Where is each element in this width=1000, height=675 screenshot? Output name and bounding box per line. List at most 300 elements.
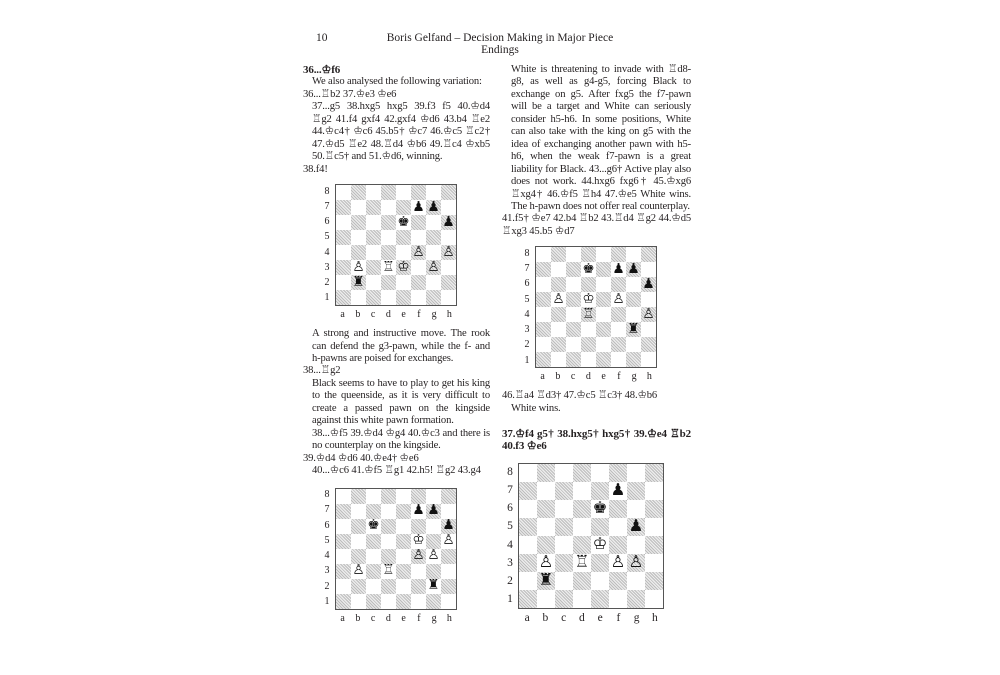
square-f3 xyxy=(611,322,626,337)
square-g8 xyxy=(426,185,441,200)
square-c7 xyxy=(366,504,381,519)
rank-label: 3 xyxy=(324,565,330,577)
square-h4 xyxy=(441,245,456,260)
rank-label: 2 xyxy=(507,575,513,588)
square-b2 xyxy=(351,579,366,594)
left-column xyxy=(303,64,490,626)
square-g2 xyxy=(426,579,441,594)
square-d4 xyxy=(573,536,591,554)
square-e8 xyxy=(591,464,609,482)
square-f4 xyxy=(609,536,627,554)
square-a5 xyxy=(519,518,537,536)
square-b3 xyxy=(351,564,366,579)
square-h7 xyxy=(441,504,456,519)
chess-piece-icon: ♚ xyxy=(397,215,410,230)
square-g3 xyxy=(426,260,441,275)
square-f3 xyxy=(411,564,426,579)
chess-piece-icon: ♜ xyxy=(352,275,365,290)
square-g6 xyxy=(626,277,641,292)
rank-label: 1 xyxy=(524,354,530,366)
square-b4 xyxy=(351,245,366,260)
square-h2 xyxy=(441,275,456,290)
text-paragraph: 37...g5 38.hxg5 hxg5 39.f3 f5 40.♔d4 ♖g2 41.f4 gxf4 42.gxf4 ♔d6 43.b4 ♖e2 44.♔c4† ♔c6 45.b5† ♔c7 46.♔c5 ♖c2† 47.♔d5 ♖e2 48.♖d4 ♔b6 49.♖c4 ♔xb5 50.♖c5† and 51.♔d6, winning. xyxy=(312,101,490,163)
square-h5 xyxy=(441,534,456,549)
square-g4 xyxy=(627,536,645,554)
square-h1 xyxy=(641,352,656,367)
square-f4 xyxy=(611,307,626,322)
text-paragraph: White is threatening to invade with ♖d8-g8, as well as g4-g5, forcing Black to exchange on g5. After fxg5 the f7-pawn will be a target and White can seriously consider h5-h6. In some positions, White can also take with the king on g5 with the idea of exchanging another pawn with h5-h6, when the weak f7-pawn is a great liability for Black. 43...g6† Active play also does not work. 44.hxg6 fxg6† 45.♔xg6 ♖xg4† 46.♔f5 ♖h4 47.♔e5 White wins. The h-pawn does not offer real counterplay. xyxy=(511,64,691,212)
square-d2 xyxy=(581,337,596,352)
text-paragraph: 41.f5† ♔e7 42.b4 ♖b2 43.♖d4 ♖g2 44.♔d5 ♖xg3 45.b5 ♔d7 xyxy=(502,213,691,237)
square-f8 xyxy=(411,489,426,504)
square-h3 xyxy=(441,260,456,275)
square-a1 xyxy=(336,594,351,609)
square-c7 xyxy=(566,262,581,277)
square-h7 xyxy=(641,262,656,277)
chess-piece-icon: ♙ xyxy=(642,307,655,322)
square-g4 xyxy=(426,245,441,260)
chess-piece-icon: ♟ xyxy=(427,200,440,215)
square-a5 xyxy=(336,230,351,245)
square-c3 xyxy=(366,564,381,579)
square-g6 xyxy=(426,215,441,230)
file-label: d xyxy=(385,309,391,321)
rank-label: 7 xyxy=(324,200,330,212)
chess-piece-icon: ♙ xyxy=(612,292,625,307)
square-e2 xyxy=(591,572,609,590)
chess-piece-icon: ♟ xyxy=(412,200,425,215)
square-e3 xyxy=(596,322,611,337)
square-b1 xyxy=(351,290,366,305)
square-h7 xyxy=(645,482,663,500)
rank-label: 5 xyxy=(507,520,513,533)
file-label: e xyxy=(601,371,606,383)
square-h8 xyxy=(645,464,663,482)
square-e2 xyxy=(596,337,611,352)
square-d8 xyxy=(381,185,396,200)
square-h3 xyxy=(441,564,456,579)
square-a4 xyxy=(336,549,351,564)
square-f1 xyxy=(611,352,626,367)
square-b5 xyxy=(351,230,366,245)
file-label: d xyxy=(385,612,391,624)
square-c1 xyxy=(366,594,381,609)
square-d6 xyxy=(381,215,396,230)
chess-diagram-4 xyxy=(502,463,664,625)
square-f6 xyxy=(609,500,627,518)
chess-piece-icon: ♚ xyxy=(592,499,608,518)
square-d7 xyxy=(381,200,396,215)
file-label: f xyxy=(417,309,421,321)
square-h2 xyxy=(645,572,663,590)
square-g4 xyxy=(426,549,441,564)
rank-label: 6 xyxy=(507,502,513,515)
square-a7 xyxy=(336,504,351,519)
square-e7 xyxy=(596,262,611,277)
square-c5 xyxy=(566,292,581,307)
square-h5 xyxy=(641,292,656,307)
square-e1 xyxy=(396,594,411,609)
square-a3 xyxy=(336,260,351,275)
square-d2 xyxy=(573,572,591,590)
move-heading: 37.♔f4 g5† 38.hxg5† hxg5† 39.♔e4 ♖b2 40.f3 ♔e6 xyxy=(502,427,691,453)
file-label: a xyxy=(540,371,545,383)
square-e4 xyxy=(591,536,609,554)
square-d5 xyxy=(573,518,591,536)
square-e1 xyxy=(591,590,609,608)
square-b3 xyxy=(537,554,555,572)
square-g1 xyxy=(426,290,441,305)
file-label: f xyxy=(417,612,421,624)
square-g3 xyxy=(626,322,641,337)
board-grid xyxy=(335,184,457,306)
square-h4 xyxy=(641,307,656,322)
square-g5 xyxy=(627,518,645,536)
square-b6 xyxy=(537,500,555,518)
square-e7 xyxy=(396,504,411,519)
square-g6 xyxy=(627,500,645,518)
rank-label: 2 xyxy=(324,277,330,289)
square-f7 xyxy=(411,504,426,519)
square-a8 xyxy=(519,464,537,482)
chess-piece-icon: ♖ xyxy=(574,553,590,572)
square-a2 xyxy=(536,337,551,352)
square-f1 xyxy=(411,290,426,305)
square-d1 xyxy=(381,290,396,305)
square-a3 xyxy=(519,554,537,572)
square-c1 xyxy=(566,352,581,367)
square-c8 xyxy=(366,185,381,200)
square-d2 xyxy=(381,275,396,290)
square-g1 xyxy=(627,590,645,608)
file-label: g xyxy=(631,371,637,383)
square-b7 xyxy=(351,504,366,519)
square-h5 xyxy=(645,518,663,536)
text-paragraph xyxy=(502,415,691,427)
square-e6 xyxy=(591,500,609,518)
square-b5 xyxy=(351,534,366,549)
rank-label: 7 xyxy=(524,263,530,275)
square-d5 xyxy=(381,534,396,549)
square-d4 xyxy=(381,245,396,260)
square-h6 xyxy=(645,500,663,518)
square-g6 xyxy=(426,519,441,534)
square-b4 xyxy=(351,549,366,564)
square-a7 xyxy=(536,262,551,277)
square-e2 xyxy=(396,275,411,290)
square-d6 xyxy=(573,500,591,518)
text-paragraph: 36...♖b2 37.♔e3 ♔e6 xyxy=(303,88,397,100)
square-b6 xyxy=(551,277,566,292)
square-f2 xyxy=(609,572,627,590)
square-f1 xyxy=(411,594,426,609)
rank-label: 4 xyxy=(324,246,330,258)
square-d4 xyxy=(581,307,596,322)
square-c6 xyxy=(366,519,381,534)
square-a1 xyxy=(536,352,551,367)
square-f8 xyxy=(609,464,627,482)
square-f7 xyxy=(411,200,426,215)
square-f5 xyxy=(411,534,426,549)
square-c8 xyxy=(566,247,581,262)
square-d3 xyxy=(381,564,396,579)
chess-diagram-3 xyxy=(303,488,457,626)
chess-piece-icon: ♙ xyxy=(412,245,425,260)
chess-piece-icon: ♟ xyxy=(627,262,640,277)
rank-label: 8 xyxy=(524,247,530,259)
square-f6 xyxy=(611,277,626,292)
square-b7 xyxy=(351,200,366,215)
chess-piece-icon: ♚ xyxy=(367,518,380,534)
square-h6 xyxy=(441,215,456,230)
square-d7 xyxy=(573,482,591,500)
left-column-top xyxy=(303,64,490,176)
square-c3 xyxy=(555,554,573,572)
text-paragraph: 38...♖g2 xyxy=(303,365,341,377)
chess-piece-icon: ♙ xyxy=(538,553,554,572)
page-number: 10 xyxy=(316,32,328,44)
board-grid xyxy=(518,463,664,609)
square-a6 xyxy=(336,215,351,230)
chess-piece-icon: ♟ xyxy=(412,503,425,519)
square-c6 xyxy=(555,500,573,518)
chess-piece-icon: ♚ xyxy=(582,262,595,277)
file-label: b xyxy=(542,611,549,624)
square-d6 xyxy=(581,277,596,292)
file-label: h xyxy=(646,371,652,383)
chess-piece-icon: ♟ xyxy=(610,481,626,500)
chess-piece-icon: ♙ xyxy=(442,533,455,549)
square-h1 xyxy=(645,590,663,608)
square-e3 xyxy=(396,260,411,275)
square-f2 xyxy=(411,579,426,594)
square-a7 xyxy=(336,200,351,215)
chess-piece-icon: ♔ xyxy=(412,533,425,549)
text-paragraph: A strong and instructive move. The rook can defend the g3-pawn, while the f- and h-pawns are poised for exchanges. xyxy=(312,328,490,364)
square-g2 xyxy=(626,337,641,352)
square-c2 xyxy=(566,337,581,352)
square-d7 xyxy=(581,262,596,277)
square-b7 xyxy=(537,482,555,500)
square-g1 xyxy=(426,594,441,609)
rank-label: 5 xyxy=(324,534,330,546)
chess-piece-icon: ♙ xyxy=(427,260,440,275)
square-a5 xyxy=(536,292,551,307)
square-c4 xyxy=(555,536,573,554)
square-h2 xyxy=(641,337,656,352)
file-label: g xyxy=(633,611,640,624)
square-a6 xyxy=(536,277,551,292)
square-e2 xyxy=(396,579,411,594)
chess-piece-icon: ♙ xyxy=(412,548,425,564)
square-g8 xyxy=(626,247,641,262)
file-label: h xyxy=(652,611,658,624)
right-column xyxy=(502,64,691,625)
square-h4 xyxy=(645,536,663,554)
chess-diagram-2 xyxy=(502,246,657,384)
text-paragraph: We also analysed the following variation: xyxy=(312,76,482,88)
square-a3 xyxy=(336,564,351,579)
square-g5 xyxy=(426,230,441,245)
rank-label: 4 xyxy=(507,538,513,551)
file-label: e xyxy=(597,611,603,624)
square-b8 xyxy=(351,185,366,200)
file-label: b xyxy=(555,371,561,383)
rank-label: 1 xyxy=(324,595,330,607)
square-a7 xyxy=(519,482,537,500)
square-d6 xyxy=(381,519,396,534)
chess-piece-icon: ♙ xyxy=(442,245,455,260)
square-f6 xyxy=(411,215,426,230)
square-a6 xyxy=(519,500,537,518)
square-c1 xyxy=(366,290,381,305)
file-label: d xyxy=(585,371,591,383)
rank-label: 4 xyxy=(324,550,330,562)
square-e6 xyxy=(596,277,611,292)
file-label: a xyxy=(524,611,530,624)
square-c2 xyxy=(366,579,381,594)
chess-piece-icon: ♖ xyxy=(382,260,395,275)
square-f7 xyxy=(609,482,627,500)
file-label: a xyxy=(340,612,345,624)
square-b2 xyxy=(551,337,566,352)
rank-label: 7 xyxy=(324,504,330,516)
file-label: d xyxy=(579,611,585,624)
square-a2 xyxy=(336,579,351,594)
file-label: e xyxy=(401,612,406,624)
left-column-middle xyxy=(303,328,490,477)
rank-label: 6 xyxy=(324,519,330,531)
square-d3 xyxy=(581,322,596,337)
square-d1 xyxy=(381,594,396,609)
square-c3 xyxy=(366,260,381,275)
square-a4 xyxy=(519,536,537,554)
square-f1 xyxy=(609,590,627,608)
square-f3 xyxy=(609,554,627,572)
chess-piece-icon: ♔ xyxy=(592,535,608,554)
square-g3 xyxy=(627,554,645,572)
square-g4 xyxy=(626,307,641,322)
square-d4 xyxy=(381,549,396,564)
text-paragraph: 40...♔c6 41.♔f5 ♖g1 42.h5! ♖g2 43.g4 xyxy=(312,465,481,477)
text-paragraph: 38...♔f5 39.♔d4 ♔g4 40.♔c3 and there is no counterplay on the kingside. xyxy=(312,427,490,452)
square-b7 xyxy=(551,262,566,277)
square-d1 xyxy=(573,590,591,608)
square-c4 xyxy=(366,549,381,564)
square-g8 xyxy=(426,489,441,504)
board-grid xyxy=(335,488,457,610)
square-f2 xyxy=(611,337,626,352)
square-e8 xyxy=(396,489,411,504)
chess-piece-icon: ♟ xyxy=(628,517,644,536)
square-h7 xyxy=(441,200,456,215)
square-g2 xyxy=(426,275,441,290)
file-label: h xyxy=(446,309,452,321)
square-h6 xyxy=(441,519,456,534)
rank-label: 1 xyxy=(324,292,330,304)
square-b5 xyxy=(537,518,555,536)
square-f4 xyxy=(411,245,426,260)
file-label: g xyxy=(431,612,437,624)
square-f5 xyxy=(411,230,426,245)
square-h4 xyxy=(441,549,456,564)
square-b1 xyxy=(351,594,366,609)
text-paragraph: Black seems to have to play to get his king to the queenside, as it is very difficult to create a passed pawn on the kingside against this white pawn formation. xyxy=(312,377,490,427)
square-b6 xyxy=(351,215,366,230)
chess-piece-icon: ♟ xyxy=(442,518,455,534)
square-h1 xyxy=(441,290,456,305)
square-e5 xyxy=(596,292,611,307)
square-b3 xyxy=(351,260,366,275)
rank-label: 6 xyxy=(524,278,530,290)
square-h6 xyxy=(641,277,656,292)
square-f7 xyxy=(611,262,626,277)
chess-piece-icon: ♟ xyxy=(612,262,625,277)
square-e7 xyxy=(396,200,411,215)
square-a1 xyxy=(519,590,537,608)
square-a3 xyxy=(536,322,551,337)
square-e8 xyxy=(396,185,411,200)
square-a2 xyxy=(336,275,351,290)
square-g8 xyxy=(627,464,645,482)
chess-piece-icon: ♟ xyxy=(442,215,455,230)
square-e4 xyxy=(396,245,411,260)
file-label: h xyxy=(446,612,452,624)
square-b2 xyxy=(537,572,555,590)
square-b5 xyxy=(551,292,566,307)
square-e4 xyxy=(596,307,611,322)
square-f5 xyxy=(609,518,627,536)
text-paragraph: 39.♔d4 ♔d6 40.♔e4† ♔e6 xyxy=(303,452,419,464)
square-e8 xyxy=(596,247,611,262)
rank-label: 3 xyxy=(507,556,513,569)
square-d5 xyxy=(581,292,596,307)
square-h3 xyxy=(645,554,663,572)
square-c7 xyxy=(366,200,381,215)
square-e6 xyxy=(396,519,411,534)
file-label: f xyxy=(616,611,621,624)
square-a2 xyxy=(519,572,537,590)
move-heading: 36...♔f6 xyxy=(303,64,341,76)
square-f2 xyxy=(411,275,426,290)
file-label: c xyxy=(561,611,567,624)
chess-piece-icon: ♜ xyxy=(627,322,640,337)
square-a6 xyxy=(336,519,351,534)
chess-piece-icon: ♙ xyxy=(352,260,365,275)
text-paragraph: 38.f4! xyxy=(303,163,328,175)
square-g1 xyxy=(626,352,641,367)
chess-piece-icon: ♜ xyxy=(538,571,554,590)
chess-diagram-1 xyxy=(303,184,457,322)
chess-piece-icon: ♔ xyxy=(397,260,410,275)
square-h3 xyxy=(641,322,656,337)
rank-label: 6 xyxy=(324,216,330,228)
square-h8 xyxy=(441,185,456,200)
rank-label: 8 xyxy=(324,185,330,197)
file-label: b xyxy=(355,612,361,624)
chess-piece-icon: ♙ xyxy=(427,548,440,564)
square-f8 xyxy=(411,185,426,200)
square-b1 xyxy=(537,590,555,608)
square-e1 xyxy=(396,290,411,305)
right-column-top xyxy=(502,64,691,238)
right-column-middle xyxy=(502,390,691,452)
square-b8 xyxy=(537,464,555,482)
square-g5 xyxy=(626,292,641,307)
square-b8 xyxy=(551,247,566,262)
square-b2 xyxy=(351,275,366,290)
square-g2 xyxy=(627,572,645,590)
